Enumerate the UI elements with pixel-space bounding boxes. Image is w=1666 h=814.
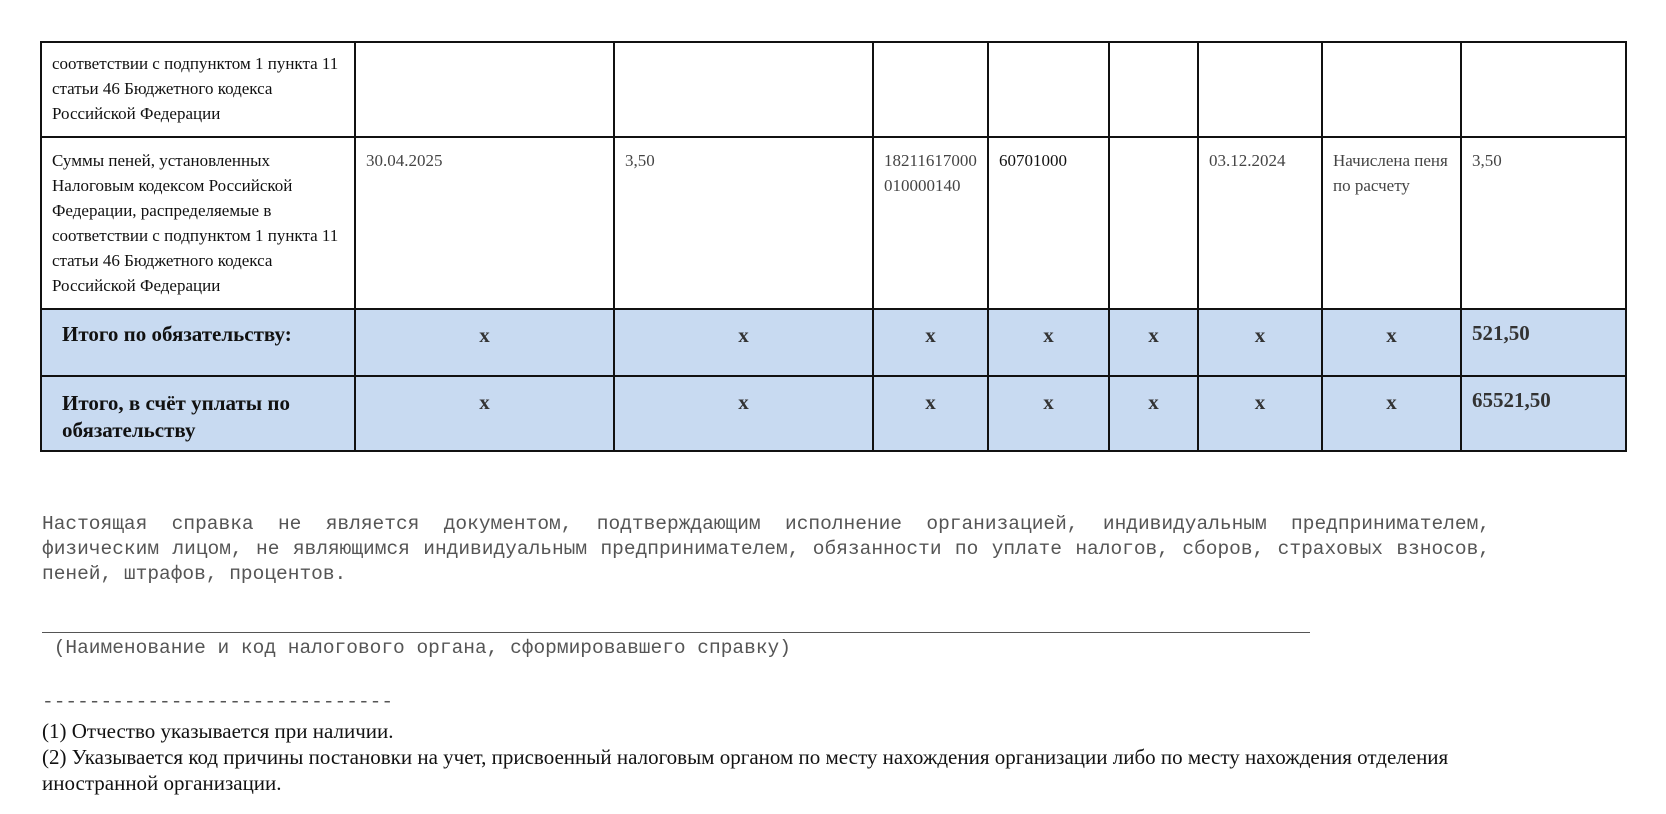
basis-cell: Начислена пеня по расчету bbox=[1333, 151, 1448, 195]
table-row bbox=[41, 42, 1626, 137]
footnotes bbox=[42, 718, 1512, 796]
disclaimer-notice: Настоящая справка не является документом, подтверждающим исполнение организацией, индивидуальным предпринимателем, физическим лицом, не являющимся индивидуальным предпринимателем, обязанности по уплате налогов, сборов, страховых взносов, пеней, штрафов, процентов. bbox=[42, 513, 1490, 585]
x-mark: x bbox=[1254, 323, 1266, 347]
signature-line bbox=[42, 632, 1310, 633]
footnote-separator: ------------------------------ bbox=[42, 691, 394, 713]
x-mark: x bbox=[1043, 390, 1054, 414]
table-row bbox=[41, 137, 1626, 309]
oktmo-cell: 60701000 bbox=[999, 151, 1067, 170]
obligations-table bbox=[40, 41, 1627, 452]
x-mark: x bbox=[1148, 323, 1159, 347]
footnote-2: (2) Указывается код причины постановки на учет, присвоенный налоговым органом по месту нахождения организации либо по месту нахождения отделения иностранной организации. bbox=[42, 745, 1449, 795]
due-date-cell: 30.04.2025 bbox=[366, 151, 443, 170]
x-mark: x bbox=[1148, 390, 1159, 414]
x-mark: x bbox=[925, 323, 936, 347]
accrual-date-cell: 03.12.2024 bbox=[1209, 151, 1286, 170]
total-payment-sum: 65521,50 bbox=[1472, 388, 1551, 412]
x-mark: x bbox=[738, 323, 749, 347]
x-mark: x bbox=[479, 390, 490, 414]
empty-cell bbox=[1110, 138, 1197, 148]
x-mark: x bbox=[1386, 390, 1397, 414]
x-mark: x bbox=[738, 390, 749, 414]
kbk-cell: 18211617000010000140 bbox=[884, 151, 977, 195]
total-obligation-sum: 521,50 bbox=[1472, 321, 1530, 345]
amount-total-cell: 3,50 bbox=[1472, 151, 1502, 170]
amount-cell: 3,50 bbox=[625, 151, 655, 170]
x-mark: x bbox=[1043, 323, 1054, 347]
x-mark: x bbox=[1386, 323, 1397, 347]
x-mark: x bbox=[925, 390, 936, 414]
total-obligation-row bbox=[41, 309, 1626, 376]
x-mark: x bbox=[479, 323, 490, 347]
x-mark: x bbox=[1254, 390, 1266, 414]
payment-name-cell: соответствии с подпунктом 1 пункта 11 статьи 46 Бюджетного кодекса Российской Федерации bbox=[52, 54, 339, 123]
tax-authority-caption: (Наименование и код налогового органа, сформировавшего справку) bbox=[42, 637, 791, 659]
total-payment-row bbox=[41, 376, 1626, 451]
payment-name-cell: Суммы пеней, установленных Налоговым кодексом Российской Федерации, распределяемые в соответствии с подпунктом 1 пункта 11 статьи 46 Бюджетного кодекса Российской Федерации bbox=[52, 151, 339, 295]
total-obligation-label: Итого по обязательству: bbox=[62, 322, 292, 346]
total-payment-label: Итого, в счёт уплаты по обязательству bbox=[62, 391, 291, 442]
footnote-1: (1) Отчество указывается при наличии. bbox=[42, 719, 394, 743]
